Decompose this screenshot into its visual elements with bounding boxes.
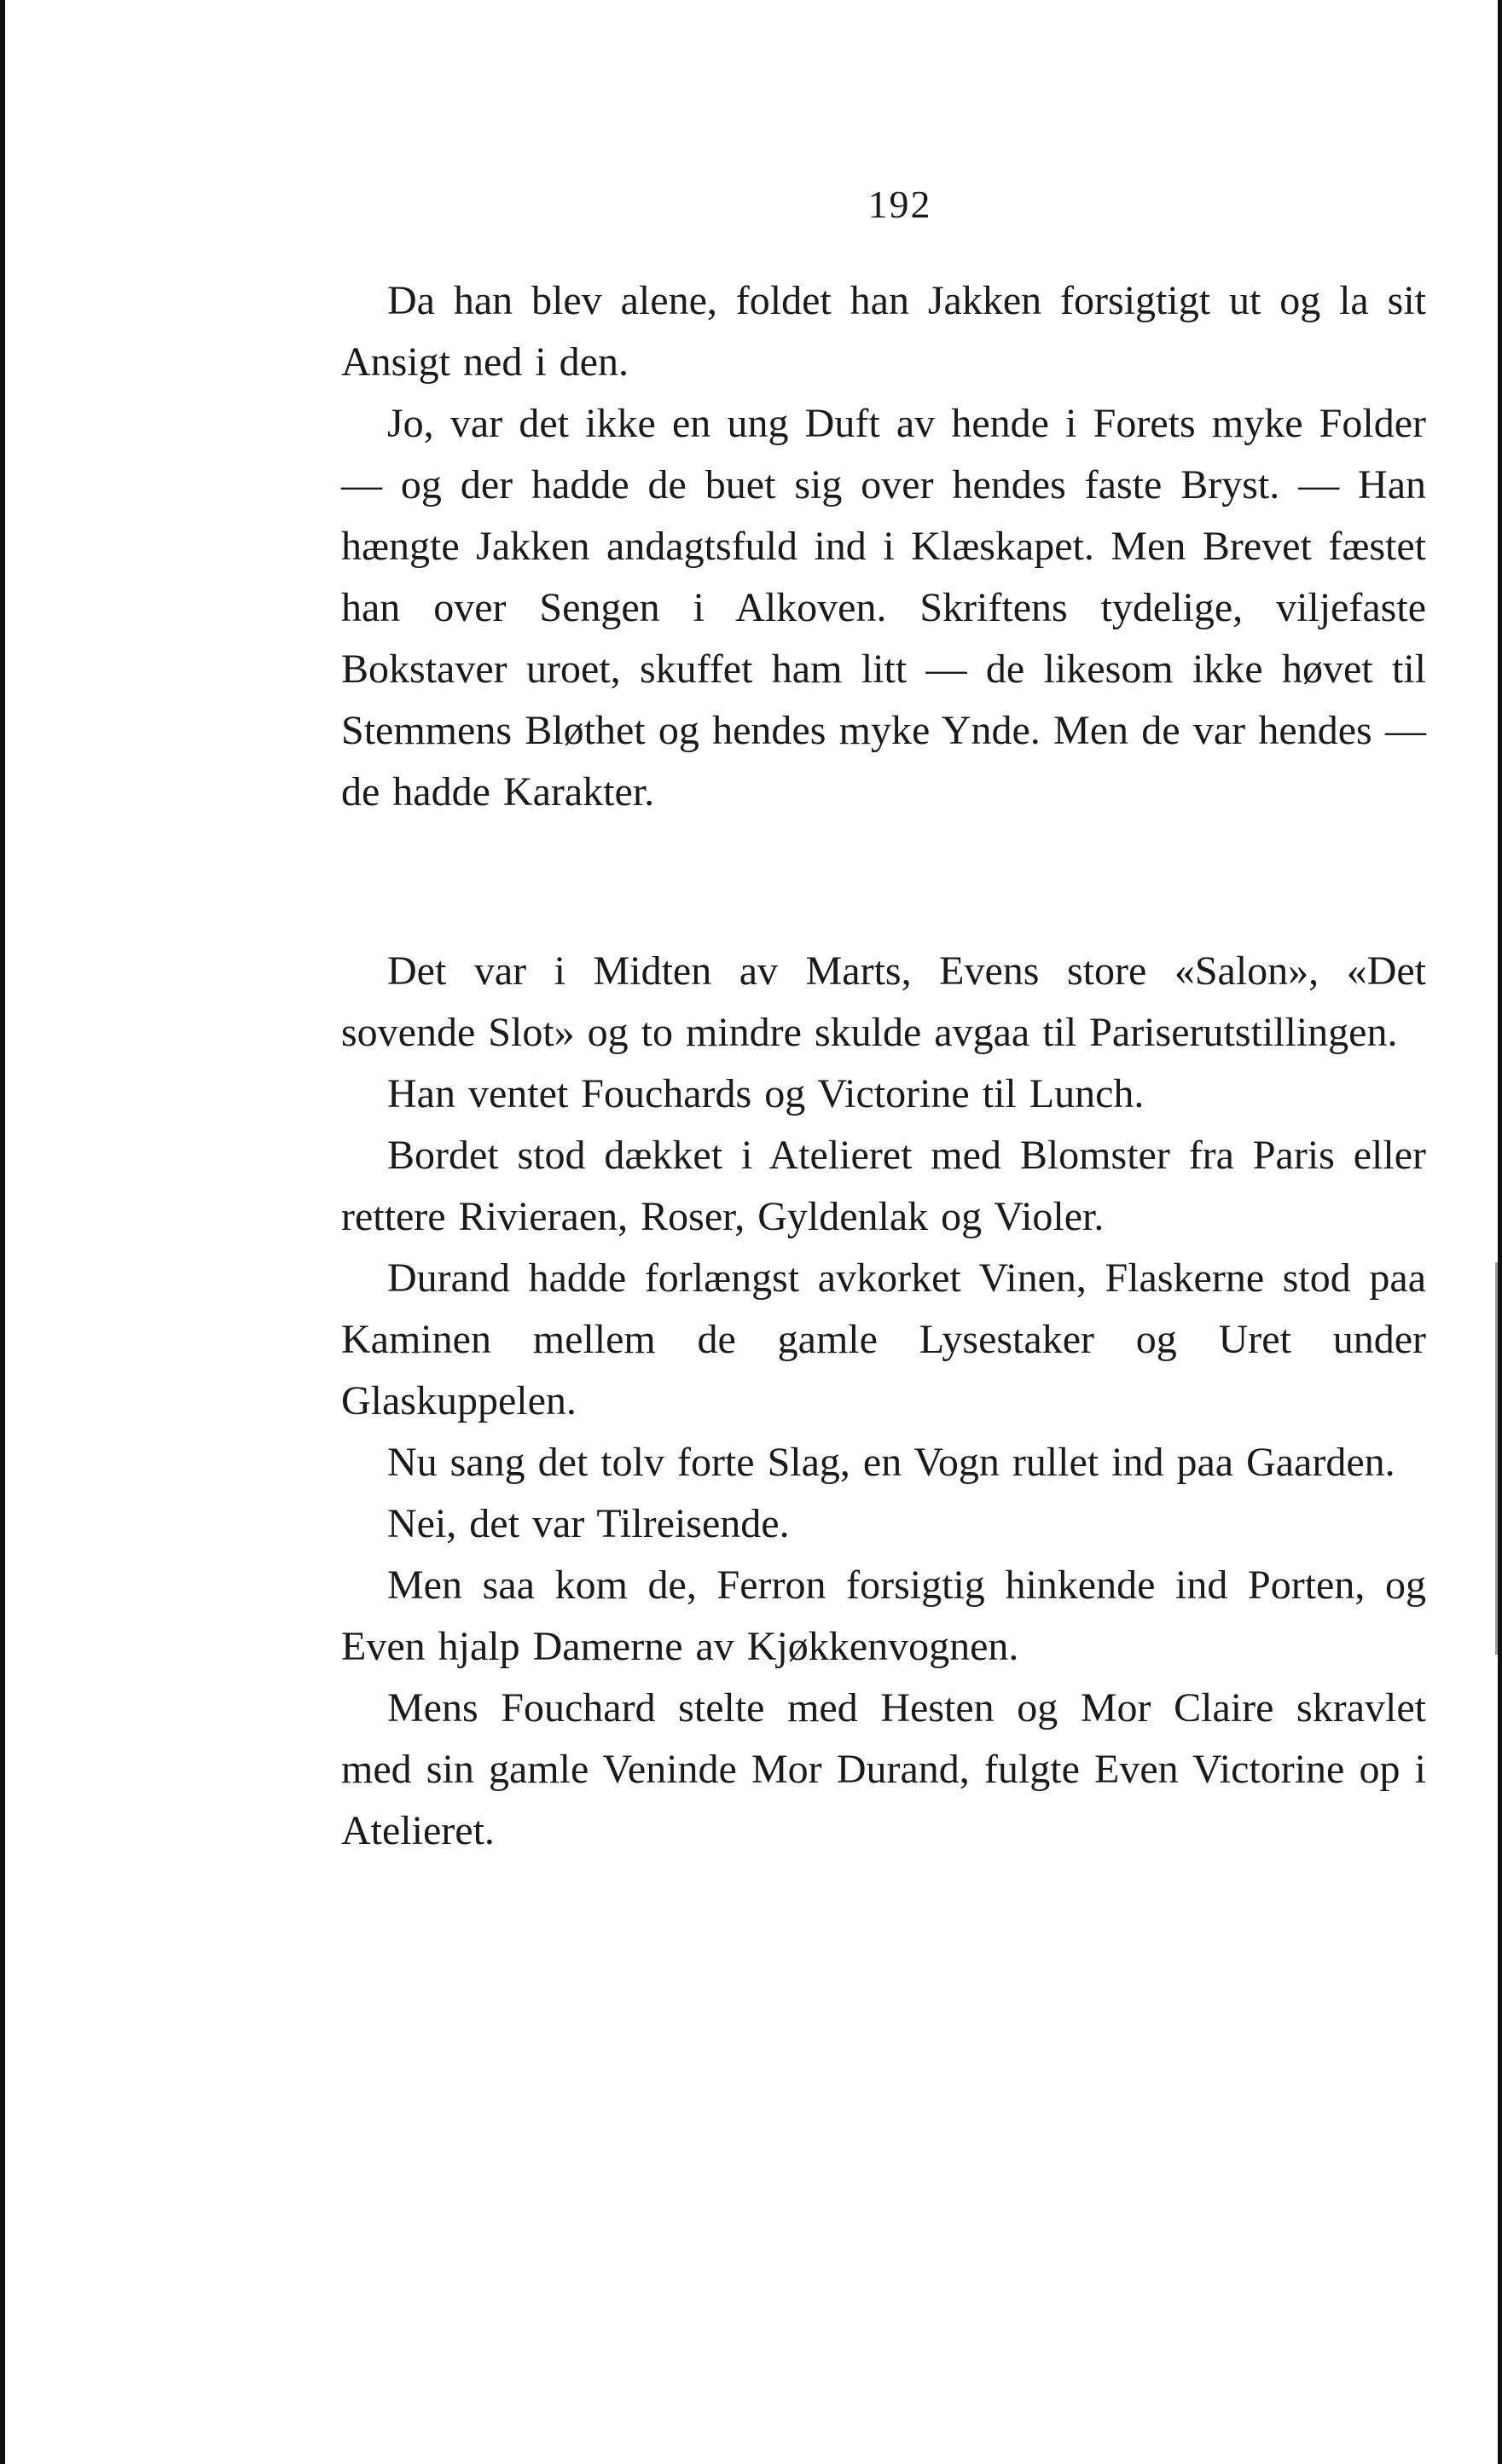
text-section-1 (341, 270, 1426, 823)
scan-edge-right (1498, 0, 1502, 2464)
paragraph: Da han blev alene, foldet han Jakken forsigtigt ut og la sit Ansigt ned i den. (341, 278, 1426, 385)
paragraph: Nei, det var Tilreisende. (387, 1501, 790, 1546)
paragraph: Det var i Midten av Marts, Evens store «Salon», «Det sovende Slot» og to mindre skulde avgaa til Pariserutstillingen. (341, 948, 1426, 1055)
paragraph: Bordet stod dækket i Atelieret med Blomster fra Paris eller rettere Rivieraen, Roser, Gyldenlak og Violer. (341, 1133, 1426, 1239)
scan-edge-shadow (1495, 1262, 1498, 1655)
paragraph: Mens Fouchard stelte med Hesten og Mor Claire skravlet med sin gamle Veninde Mor Durand, fulgte Even Victorine op i Atelieret. (341, 1685, 1426, 1853)
text-section-2 (341, 941, 1426, 1862)
scan-edge-left (0, 0, 5, 2464)
paragraph: Durand hadde forlængst avkorket Vinen, Flaskerne stod paa Kaminen mellem de gamle Lysestaker og Uret under Glaskuppelen. (341, 1255, 1426, 1423)
page-number: 192 (867, 183, 932, 226)
paragraph: Jo, var det ikke en ung Duft av hende i Forets myke Folder — og der hadde de buet sig over hendes faste Bryst. — Han hængte Jakken andagtsfuld ind i Klæskapet. Men Brevet fæstet han over Sengen i Alkoven. Skriftens tydelige, viljefaste Bokstaver uroet, skuffet ham litt — de likesom ikke høvet til Stemmens Bløthet og hendes myke Ynde. Men de var hendes — de hadde Karakter. (341, 401, 1426, 815)
paragraph: Men saa kom de, Ferron forsigtig hinkende ind Porten, og Even hjalp Damerne av Kjøkkenvognen. (341, 1562, 1426, 1669)
paragraph: Han ventet Fouchards og Victorine til Lunch. (387, 1071, 1145, 1116)
paragraph: Nu sang det tolv forte Slag, en Vogn rullet ind paa Gaarden. (387, 1440, 1395, 1485)
